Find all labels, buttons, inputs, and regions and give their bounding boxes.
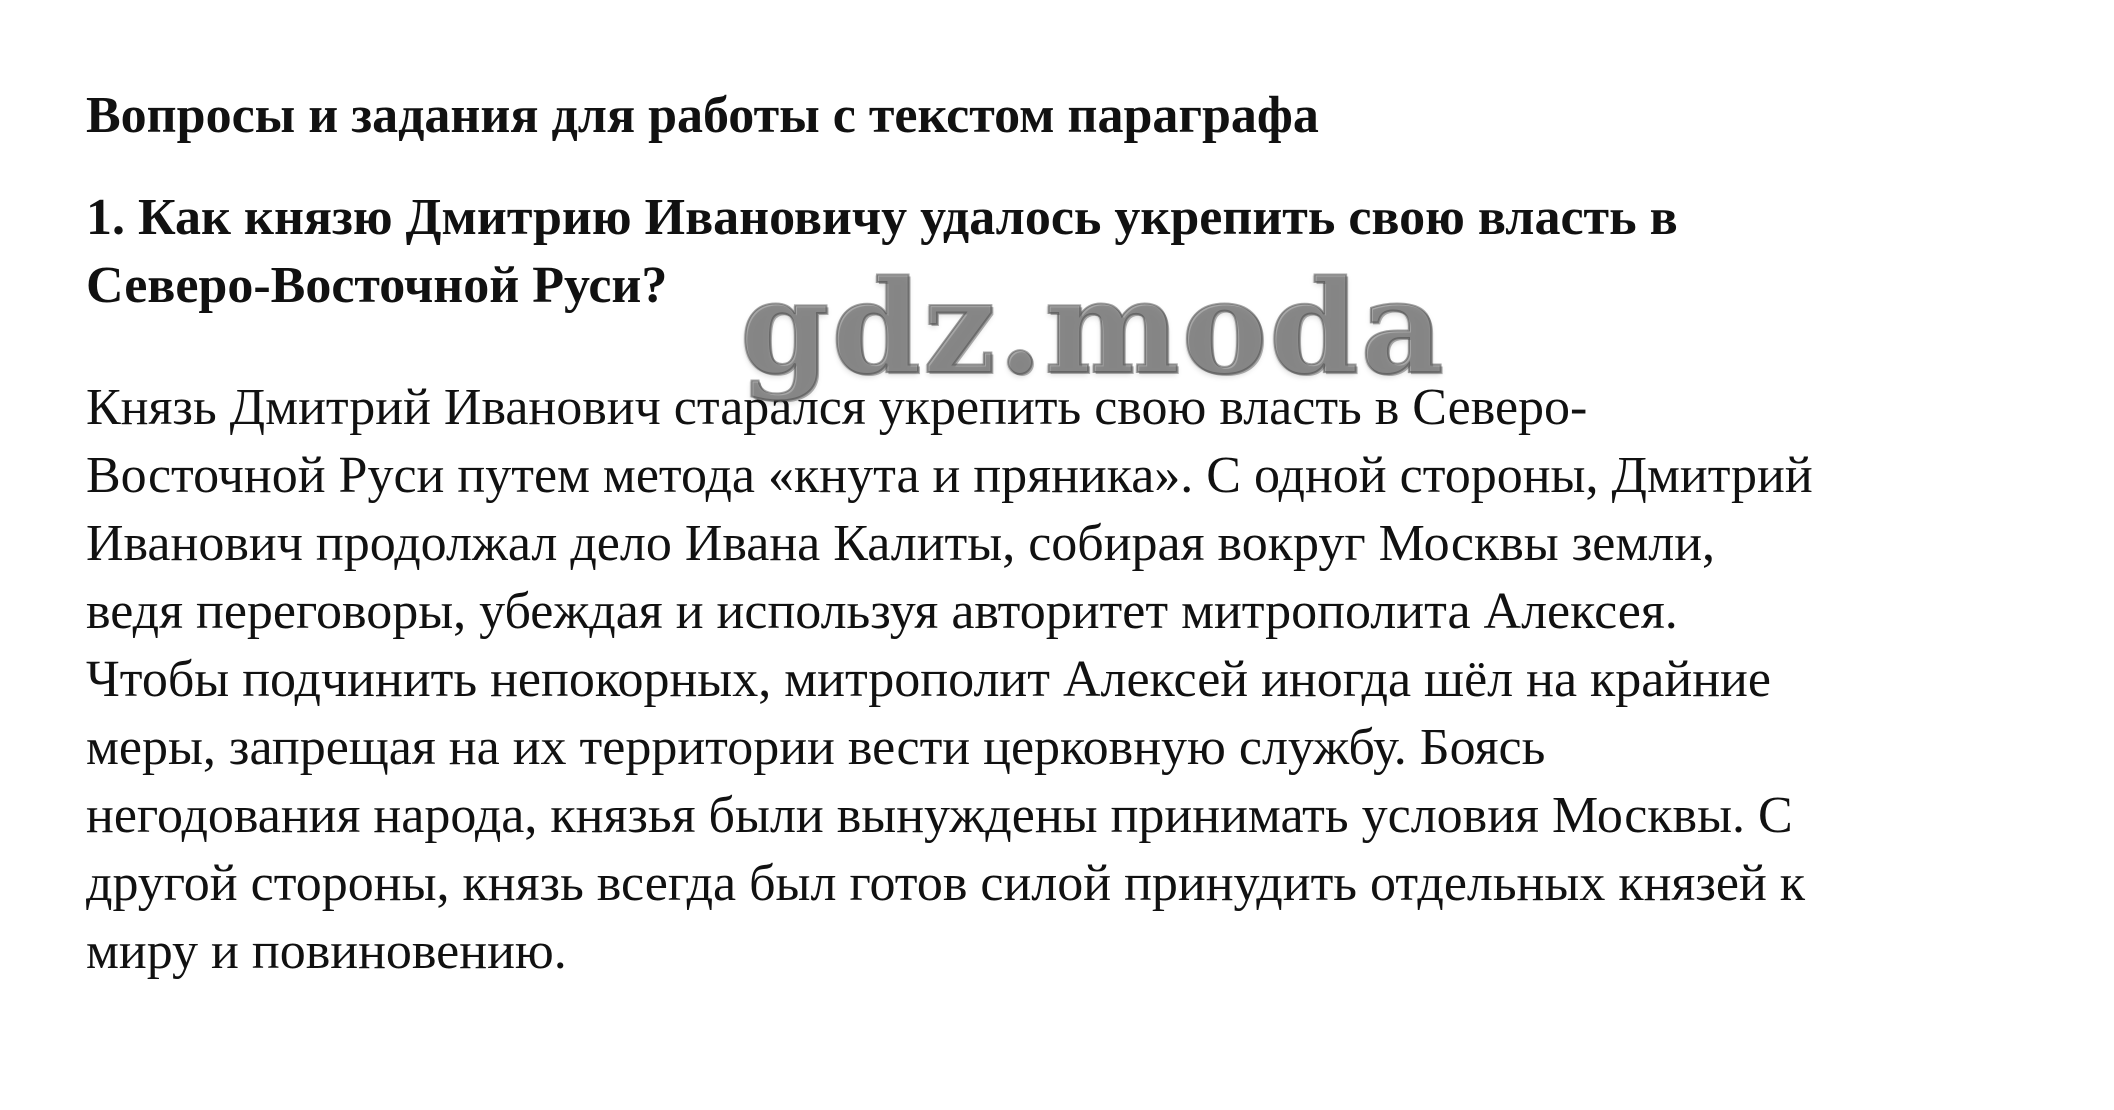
answer-line: миру и повиновению. — [86, 923, 567, 980]
answer-line: другой стороны, князь всегда был готов силой принудить отдельных князей к — [86, 855, 1806, 912]
question-line: 1. Как князю Дмитрию Ивановичу удалось укрепить свою власть в — [86, 189, 1678, 246]
question-text — [86, 184, 2066, 320]
answer-line: Иванович продолжал дело Ивана Калиты, собирая вокруг Москвы земли, — [86, 515, 1716, 572]
answer-text — [86, 374, 2066, 986]
answer-line: меры, запрещая на их территории вести церковную службу. Боясь — [86, 719, 1546, 776]
section-heading: Вопросы и задания для работы с текстом параграфа — [86, 87, 1319, 144]
answer-line: Князь Дмитрий Иванович старался укрепить свою власть в Северо- — [86, 379, 1588, 436]
watermark-logo: gdz.moda — [740, 253, 1446, 403]
question-line: Северо-Восточной Руси? — [86, 257, 668, 314]
answer-line: ведя переговоры, убеждая и используя авторитет митрополита Алексея. — [86, 583, 1678, 640]
answer-line: негодования народа, князья были вынуждены принимать условия Москвы. С — [86, 787, 1793, 844]
answer-line: Чтобы подчинить непокорных, митрополит Алексей иногда шёл на крайние — [86, 651, 1771, 708]
answer-line: Восточной Руси путем метода «кнута и пряника». С одной стороны, Дмитрий — [86, 447, 1813, 504]
document-content — [86, 82, 2066, 986]
